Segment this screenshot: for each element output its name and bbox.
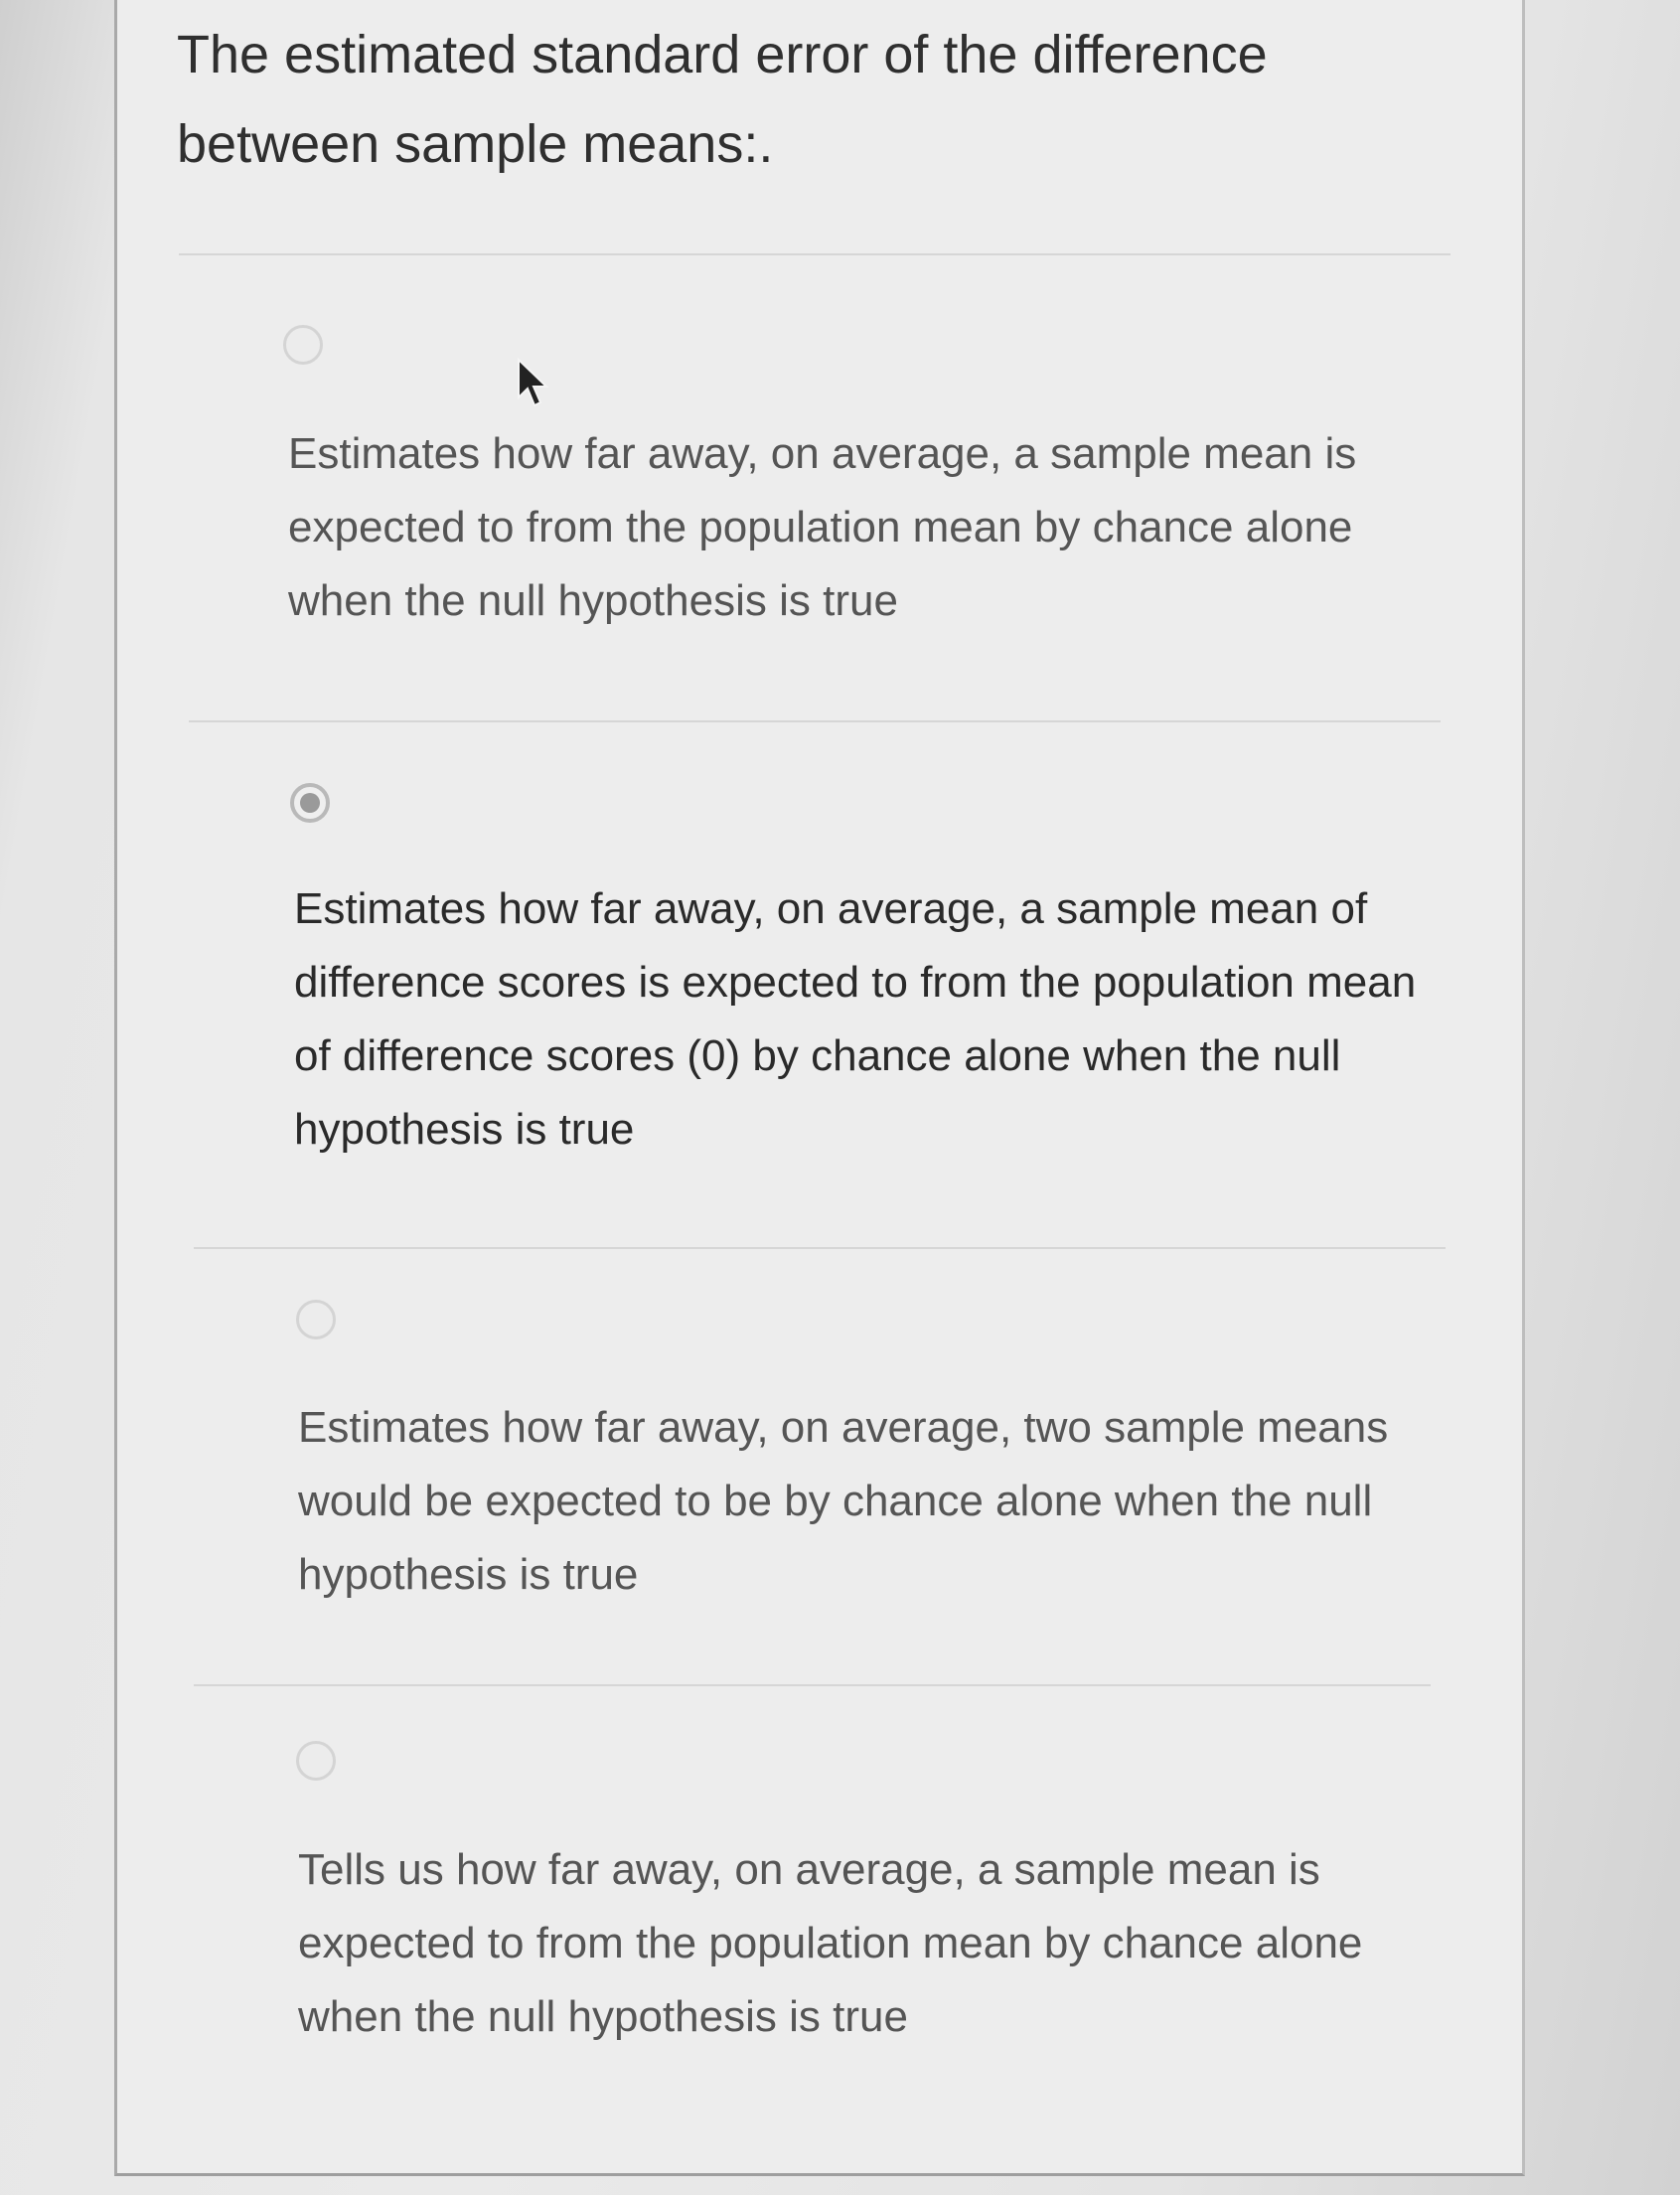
option-2-radio[interactable] xyxy=(290,783,330,823)
mouse-pointer-icon xyxy=(517,358,550,409)
option-2-label[interactable]: Estimates how far away, on average, a sample mean of difference scores is expected to from the population mean of difference scores (0) by chance alone when the null hypothesis is true xyxy=(294,884,1417,1154)
option-3-label[interactable]: Estimates how far away, on average, two sample means would be expected to be by chance alone when the null hypothesis is true xyxy=(298,1403,1389,1599)
option-1-radio[interactable] xyxy=(283,325,323,365)
option-4-radio[interactable] xyxy=(296,1741,336,1781)
option-1-label[interactable]: Estimates how far away, on average, a sample mean is expected to from the population mean by chance alone when the null hypothesis is true xyxy=(288,429,1357,625)
divider xyxy=(179,253,1451,255)
radio-selected-dot xyxy=(300,793,320,813)
option-3-radio[interactable] xyxy=(296,1300,336,1339)
option-4-label[interactable]: Tells us how far away, on average, a sample mean is expected to from the population mean by chance alone when the null hypothesis is true xyxy=(298,1845,1363,2041)
divider xyxy=(194,1247,1446,1249)
divider xyxy=(189,720,1441,722)
question-text: The estimated standard error of the difference between sample means:. xyxy=(177,25,1268,174)
divider xyxy=(194,1684,1431,1686)
